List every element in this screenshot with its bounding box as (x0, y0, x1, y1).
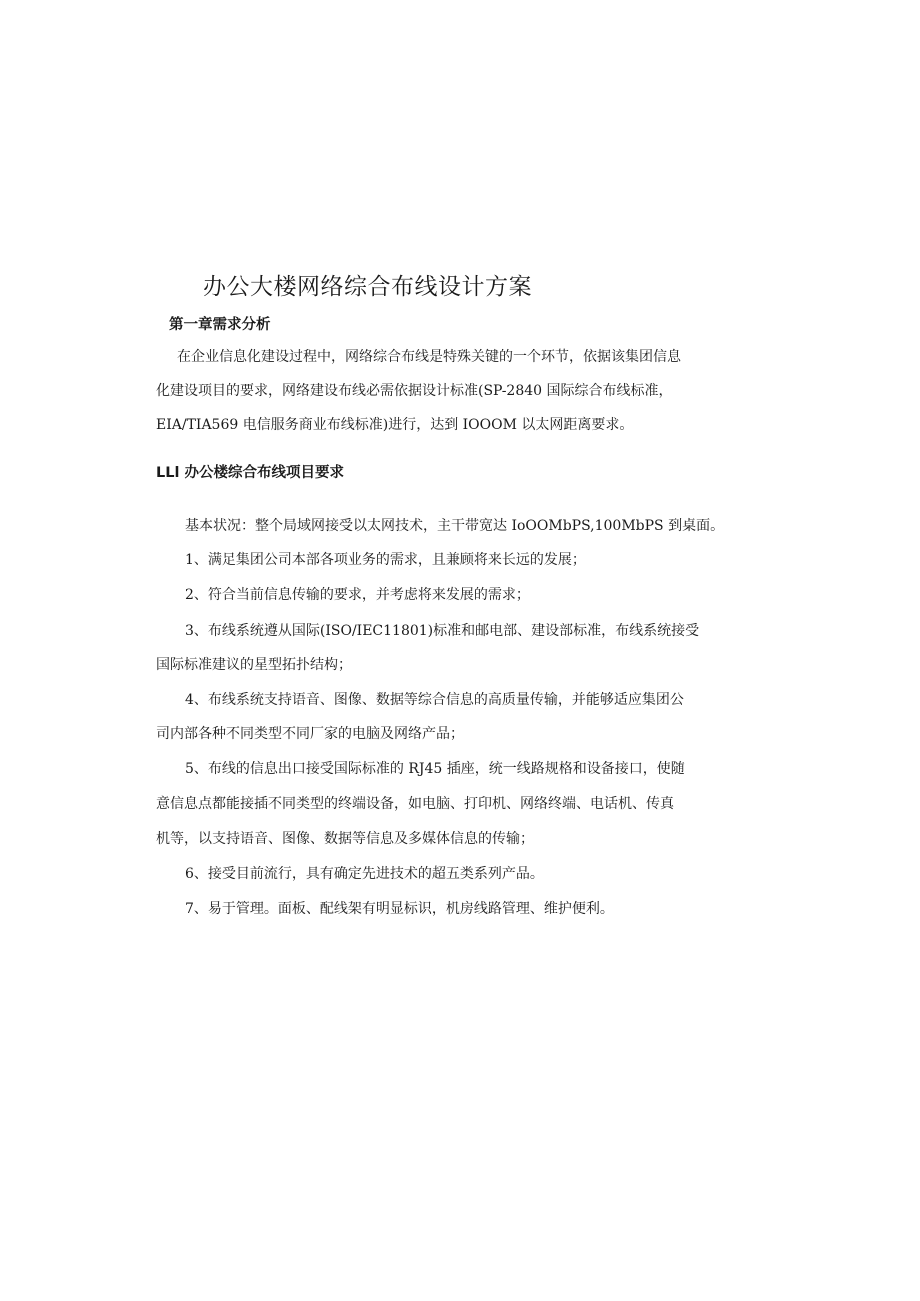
body-line: 5、布线的信息出口接受国际标准的 RJ45 插座，统一线路规格和设备接口，使随 (185, 761, 685, 777)
body-line: 基本状况：整个局域网接受以太网技术，主干带宽达 IoOOMbPS,100MbPS 到桌面。 (185, 518, 725, 534)
body-line: 4、布线系统支持语音、图像、数据等综合信息的高质量传输，并能够适应集团公 (185, 692, 684, 708)
body-line: 国际标准建议的星型拓扑结构； (156, 657, 352, 673)
intro-line: EIA/TIA569 电信服务商业布线标准)进行，达到 IOOOM 以太网距离要求。 (156, 417, 634, 433)
section-heading: LLl 办公楼综合布线项目要求 (156, 465, 344, 481)
intro-line: 在企业信息化建设过程中，网络综合布线是特殊关键的一个环节，依据该集团信息 (177, 349, 681, 365)
body-line: 1、满足集团公司本部各项业务的需求，且兼顾将来长远的发展； (185, 552, 586, 568)
intro-line: 化建设项目的要求，网络建设布线必需依据设计标准(SP-2840 国际综合布线标准， (156, 383, 673, 399)
chapter-heading: 第一章需求分析 (169, 317, 271, 333)
body-line: 2、符合当前信息传输的要求，并考虑将来发展的需求； (185, 587, 530, 603)
body-line: 6、接受目前流行，具有确定先进技术的超五类系列产品。 (185, 866, 544, 882)
body-line: 意信息点都能接插不同类型的终端设备，如电脑、打印机、网络终端、电话机、传真 (156, 796, 674, 812)
body-line: 3、布线系统遵从国际(ISO/IEC11801)标准和邮电部、建设部标准，布线系统接受 (185, 623, 700, 639)
body-line: 机等，以支持语音、图像、数据等信息及多媒体信息的传输； (156, 831, 534, 847)
document-title: 办公大楼网络综合布线设计方案 (203, 274, 532, 300)
body-line: 7、易于管理。面板、配线架有明显标识，机房线路管理、维护便利。 (185, 901, 614, 917)
body-line: 司内部各种不同类型不同厂家的电脑及网络产品； (156, 726, 464, 742)
